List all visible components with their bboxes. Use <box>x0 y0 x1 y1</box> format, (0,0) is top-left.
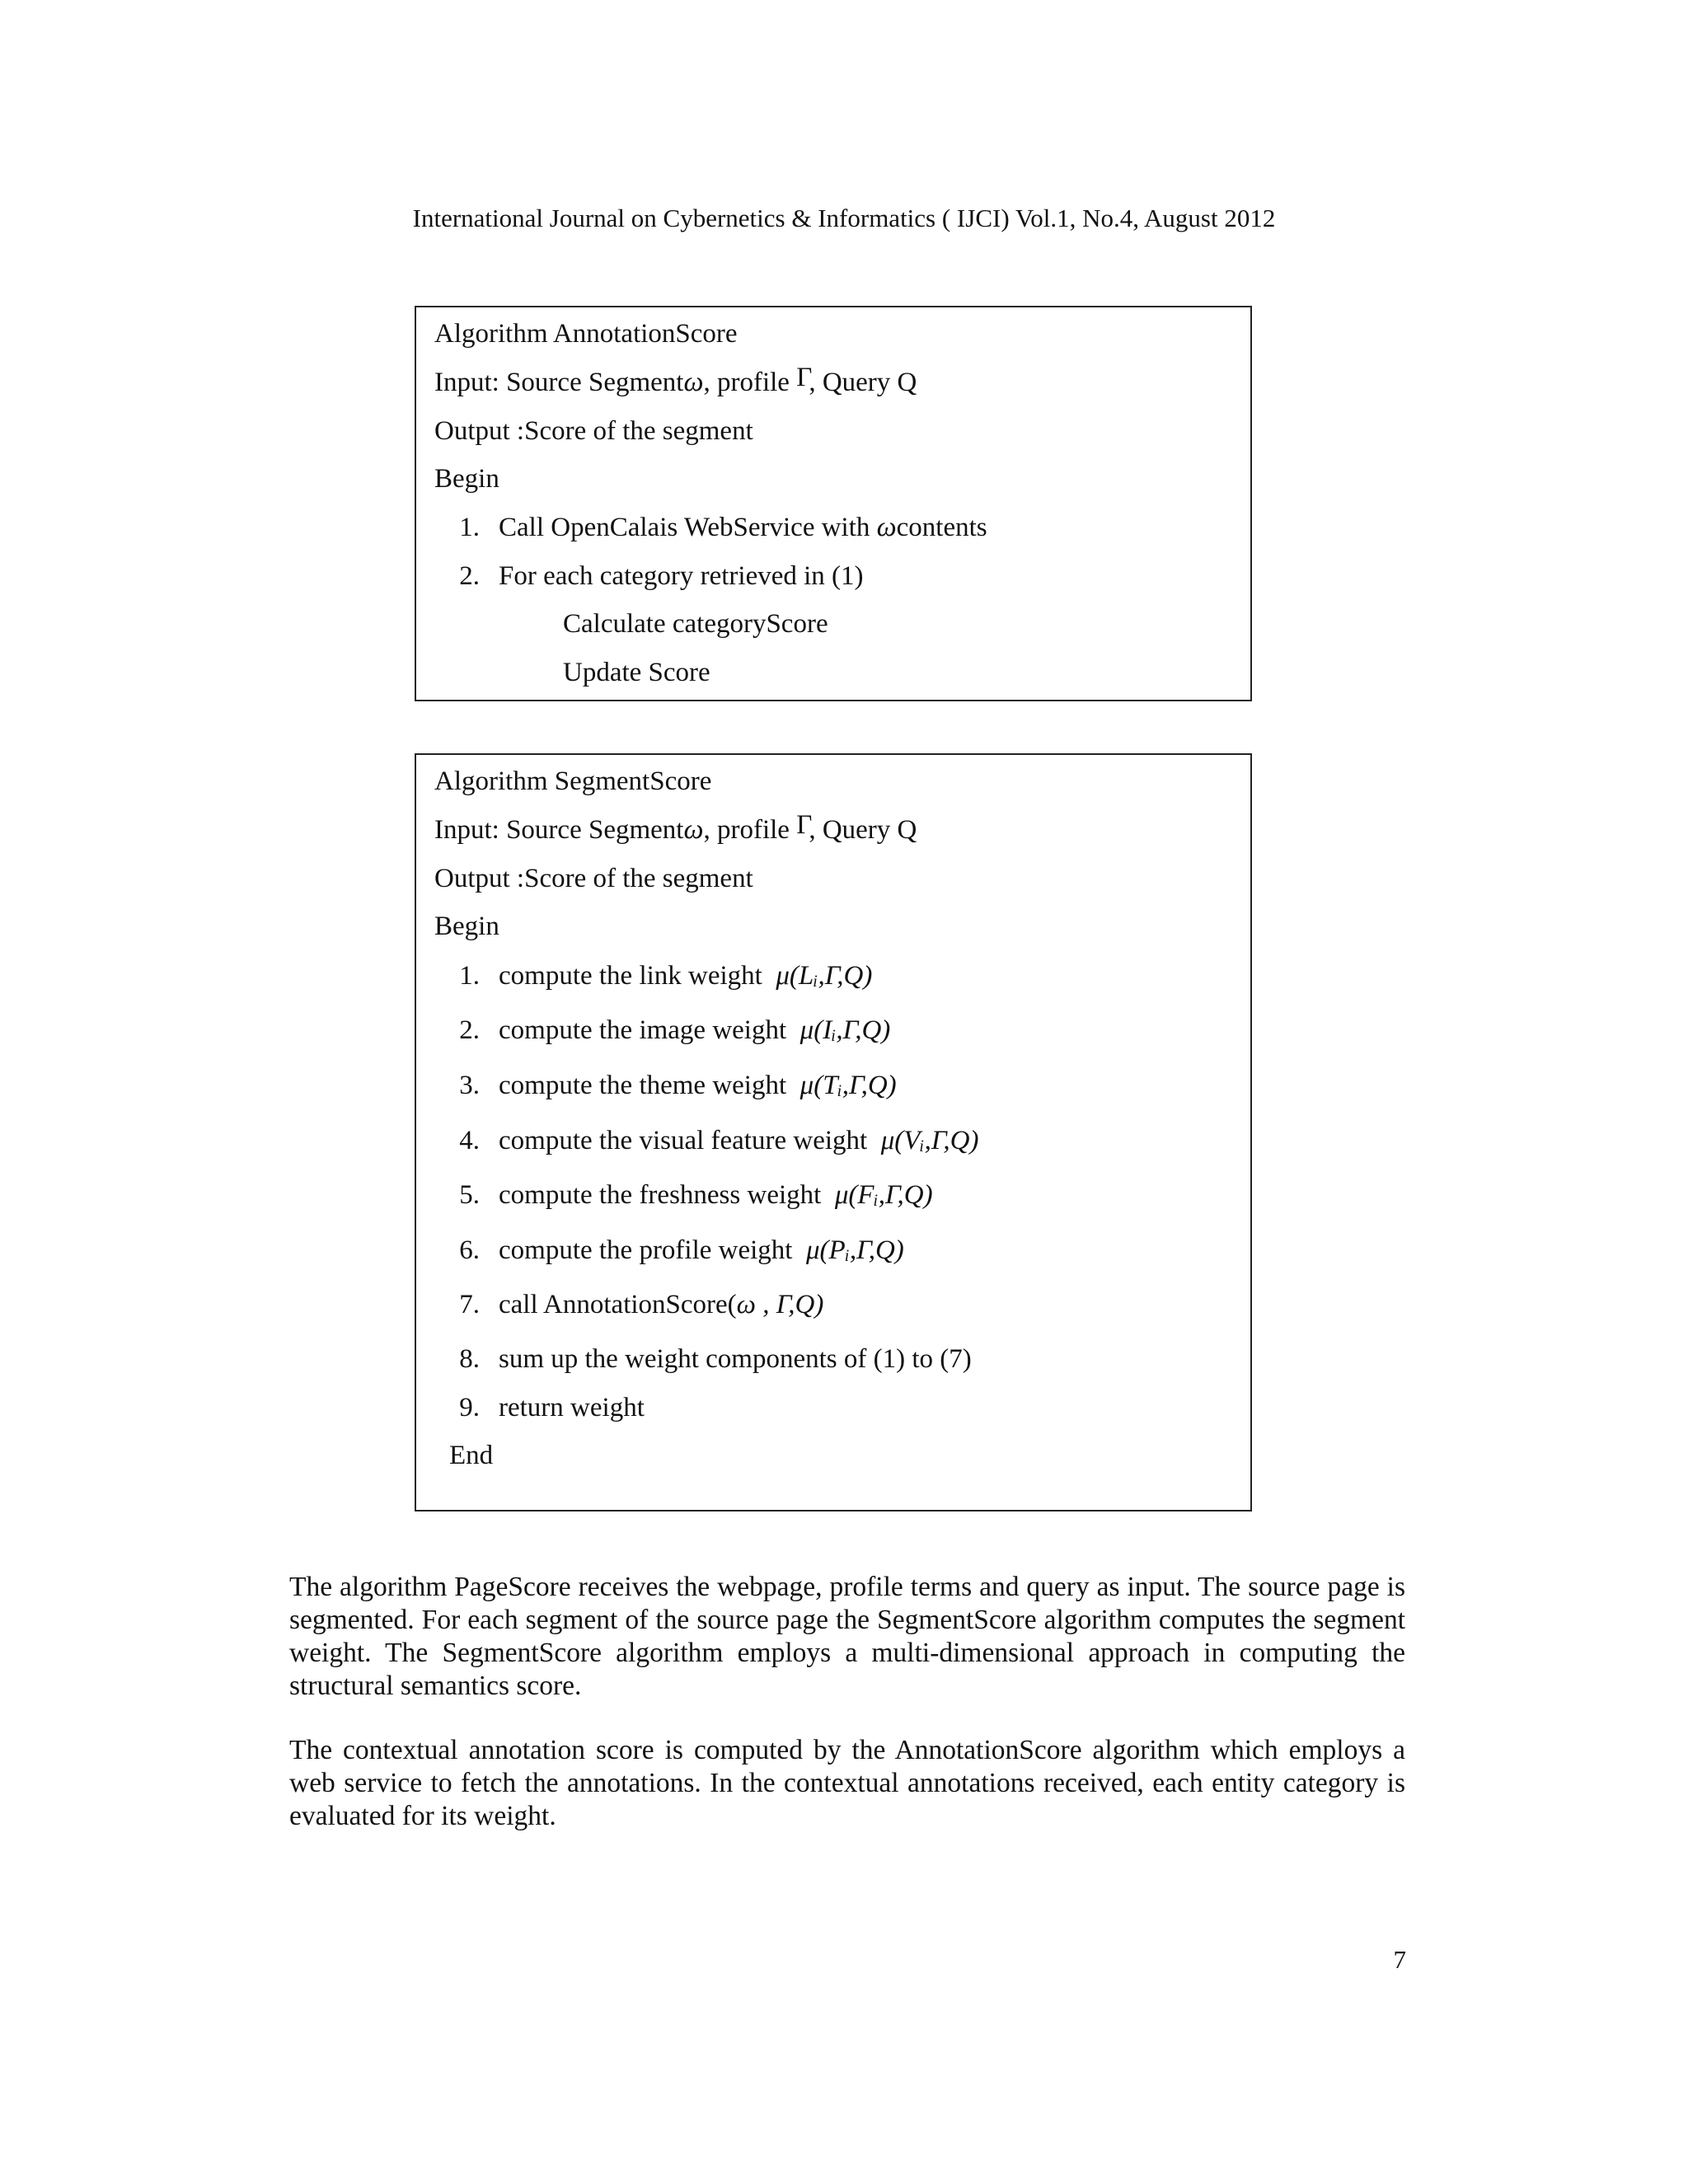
step-text <box>499 1069 897 1102</box>
gamma-symbol: Γ <box>796 810 809 840</box>
step-text <box>499 1288 823 1321</box>
omega-symbol: ω <box>683 367 704 397</box>
input-suffix: , Query Q <box>809 368 917 397</box>
algorithm-input <box>434 810 917 846</box>
step-text <box>499 959 872 992</box>
step-text <box>499 1014 890 1047</box>
input-mid: , profile <box>703 815 790 845</box>
substep-text: Update Score <box>563 658 710 687</box>
algorithm-input <box>434 363 917 399</box>
algorithm-annotationscore-box <box>415 306 1252 701</box>
input-prefix: Input: Source Segment <box>434 815 684 845</box>
step-text: sum up the weight components of (1) to (7) <box>499 1344 972 1374</box>
step-text-main: compute the theme weight <box>499 1071 787 1100</box>
weight-formula: μ(Vᵢ,Γ,Q) <box>880 1126 979 1155</box>
gamma-symbol: Γ <box>796 363 809 392</box>
algorithm-output: Output :Score of the segment <box>434 416 753 446</box>
step-number: 4. <box>459 1126 480 1155</box>
step-text <box>499 1234 904 1267</box>
omega-symbol: ω <box>683 814 704 845</box>
running-header: International Journal on Cybernetics & Informatics ( IJCI) Vol.1, No.4, August 2012 <box>412 204 1276 232</box>
algorithm-end: End <box>449 1441 494 1470</box>
step-text-main: Call OpenCalais WebService with <box>499 513 870 542</box>
weight-formula: μ(Pᵢ,Γ,Q) <box>805 1235 904 1265</box>
step-number: 6. <box>459 1235 480 1265</box>
step-number: 1. <box>459 513 480 542</box>
weight-formula: μ(Fᵢ,Γ,Q) <box>834 1180 933 1210</box>
weight-formula: ω , Γ,Q) <box>736 1290 824 1319</box>
step-number: 1. <box>459 961 480 991</box>
omega-symbol: ω <box>876 512 897 542</box>
algorithm-segmentscore-box <box>415 753 1252 1511</box>
step-text-main: compute the visual feature weight <box>499 1126 868 1155</box>
algorithm-begin: Begin <box>434 912 499 941</box>
step-text <box>499 1179 933 1212</box>
substep-text: Calculate categoryScore <box>563 609 828 639</box>
algorithm-title: Algorithm SegmentScore <box>434 766 712 796</box>
step-text <box>499 511 987 544</box>
step-number: 2. <box>459 561 480 591</box>
step-text-main: compute the freshness weight <box>499 1180 822 1210</box>
step-text: return weight <box>499 1393 645 1422</box>
algorithm-title: Algorithm AnnotationScore <box>434 319 738 349</box>
step-number: 9. <box>459 1393 480 1422</box>
input-suffix: , Query Q <box>809 815 917 845</box>
input-mid: , profile <box>703 368 790 397</box>
weight-formula: μ(Iᵢ,Γ,Q) <box>799 1015 891 1045</box>
step-number: 8. <box>459 1344 480 1374</box>
step-number: 3. <box>459 1071 480 1100</box>
step-number: 5. <box>459 1180 480 1210</box>
input-prefix: Input: Source Segment <box>434 368 684 397</box>
page-number: 7 <box>1393 1945 1406 1974</box>
algorithm-output: Output :Score of the segment <box>434 864 753 893</box>
step-text: For each category retrieved in (1) <box>499 561 864 591</box>
step-text-main: compute the image weight <box>499 1015 787 1045</box>
step-text-main: compute the profile weight <box>499 1235 793 1265</box>
body-paragraph: The algorithm PageScore receives the webpage, profile terms and query as input. The source page is segmented. For each segment of the source page the SegmentScore algorithm computes the segment weight. The SegmentScore algorithm employs a multi-dimensional approach in computing the structural semantics score. <box>289 1572 1405 1701</box>
step-text-main: call AnnotationScore( <box>499 1290 737 1319</box>
step-number: 7. <box>459 1290 480 1319</box>
step-number: 2. <box>459 1015 480 1045</box>
body-paragraph: The contextual annotation score is computed by the AnnotationScore algorithm which employs a web service to fetch the annotations. In the contextual annotations received, each entity category is evaluated for its weight. <box>289 1735 1405 1831</box>
step-text-main: compute the link weight <box>499 961 762 991</box>
step-text-tail: contents <box>896 513 987 542</box>
weight-formula: μ(Tᵢ,Γ,Q) <box>799 1071 897 1100</box>
step-text <box>499 1124 979 1157</box>
weight-formula: μ(Lᵢ,Γ,Q) <box>776 961 873 991</box>
algorithm-begin: Begin <box>434 464 499 494</box>
